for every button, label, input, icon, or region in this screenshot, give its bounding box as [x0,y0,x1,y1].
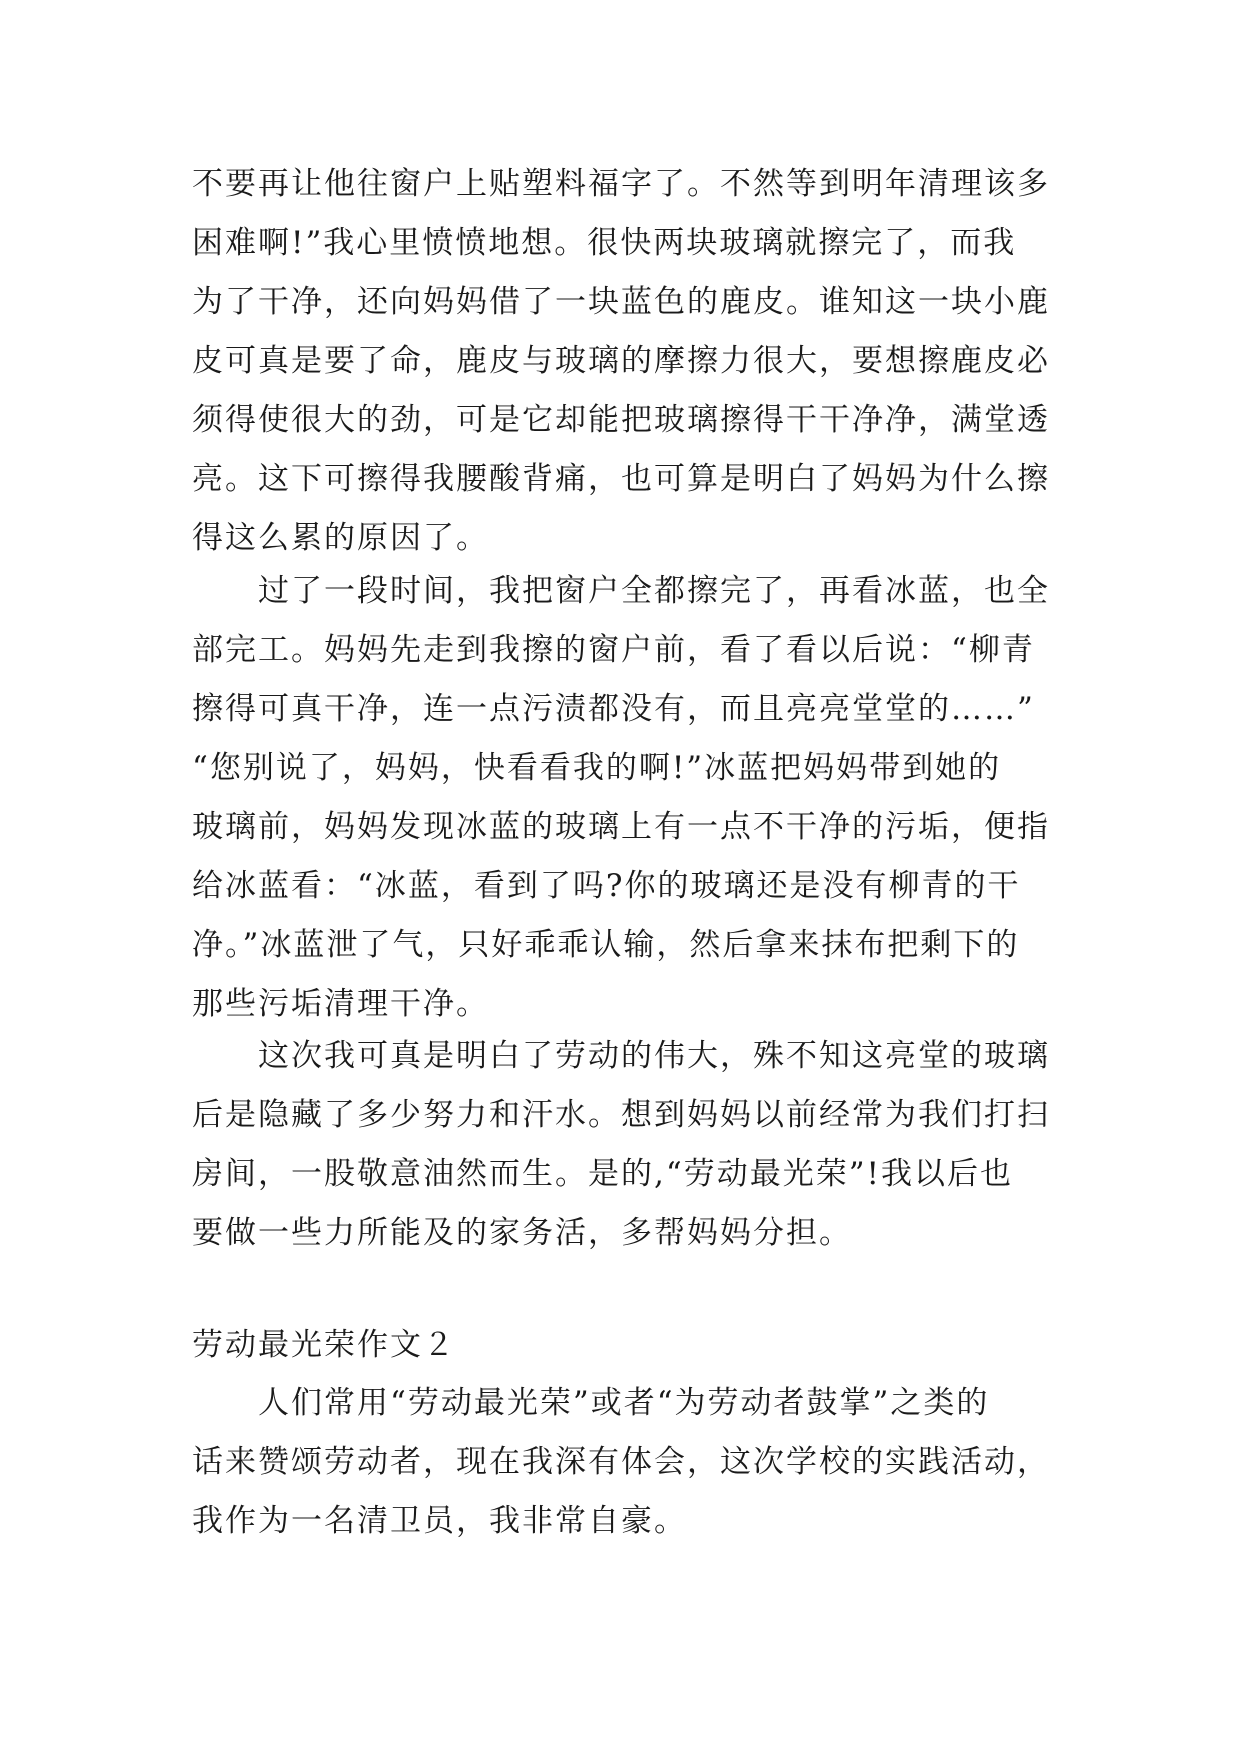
text-line: 房间，一股敬意油然而生。是的,“劳动最光荣”!我以后也 [192,1156,1014,1192]
text-line: 这次我可真是明白了劳动的伟大，殊不知这亮堂的玻璃 [192,1038,1050,1074]
text-line: “您别说了，妈妈，快看看我的啊!”冰蓝把妈妈带到她的 [192,750,1002,786]
text-line: 给冰蓝看：“冰蓝，看到了吗?你的玻璃还是没有柳青的干 [192,868,1021,904]
text-line: 我作为一名清卫员，我非常自豪。 [192,1503,687,1539]
text-line: 后是隐藏了多少努力和汗水。想到妈妈以前经常为我们打扫 [192,1097,1050,1133]
text-line: 要做一些力所能及的家务活，多帮妈妈分担。 [192,1215,852,1251]
text-line: 玻璃前，妈妈发现冰蓝的玻璃上有一点不干净的污垢，便指 [192,809,1050,845]
text-line: 不要再让他往窗户上贴塑料福字了。不然等到明年清理该多 [192,166,1050,202]
text-line: 擦得可真干净，连一点污渍都没有，而且亮亮堂堂的……” [192,691,1035,727]
text-line: 人们常用“劳动最光荣”或者“为劳动者鼓掌”之类的 [192,1385,990,1421]
text-line: 为了干净，还向妈妈借了一块蓝色的鹿皮。谁知这一块小鹿 [192,284,1050,320]
text-line: 亮。这下可擦得我腰酸背痛，也可算是明白了妈妈为什么擦 [192,461,1050,497]
text-line: 须得使很大的劲，可是它却能把玻璃擦得干干净净，满堂透 [192,402,1050,438]
paragraph-3 [192,1027,1052,1263]
text-line: 过了一段时间，我把窗户全都擦完了，再看冰蓝，也全 [192,573,1050,609]
paragraph-1 [192,155,1052,568]
text-line: 话来赞颂劳动者，现在我深有体会，这次学校的实践活动， [192,1444,1050,1480]
text-line: 困难啊!”我心里愤愤地想。很快两块玻璃就擦完了，而我 [192,225,1017,261]
text-line: 皮可真是要了命，鹿皮与玻璃的摩擦力很大，要想擦鹿皮必 [192,343,1050,379]
text-line: 部完工。妈妈先走到我擦的窗户前，看了看以后说：“柳青 [192,632,1035,668]
paragraph-2 [192,562,1052,1034]
paragraph-4 [192,1374,1052,1551]
text-line: 得这么累的原因了。 [192,520,489,556]
text-line: 那些污垢清理干净。 [192,986,489,1022]
text-line: 净。”冰蓝泄了气，只好乖乖认输，然后拿来抹布把剩下的 [192,927,1020,963]
section-heading: 劳动最光荣作文２ [192,1327,456,1363]
